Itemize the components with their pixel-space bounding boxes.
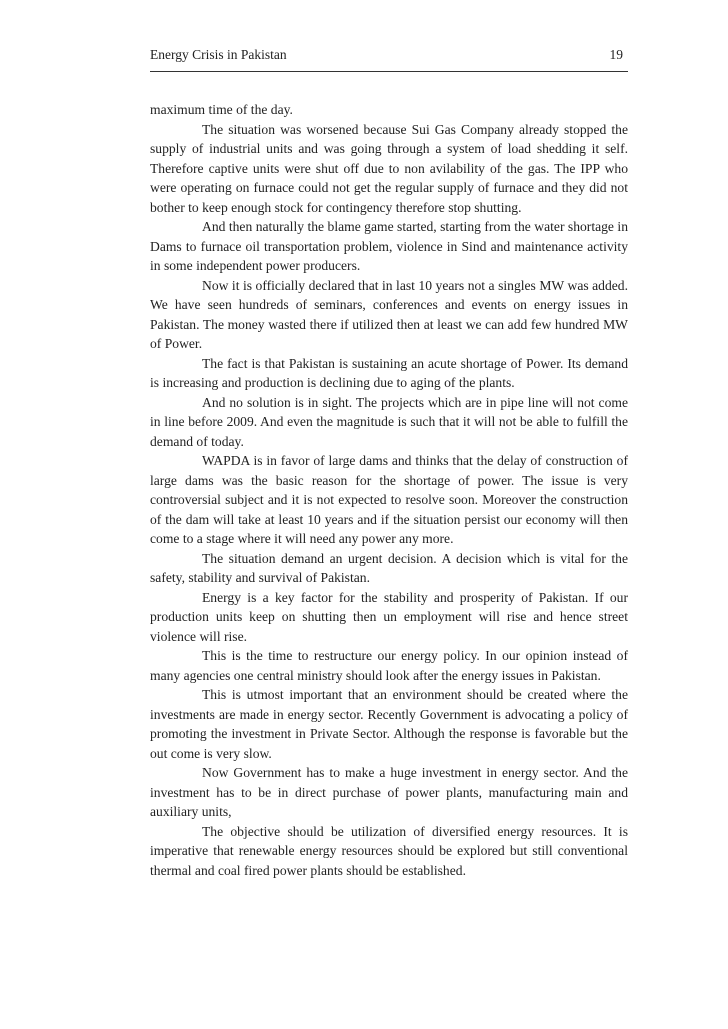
document-page bbox=[150, 46, 628, 880]
body-text bbox=[150, 100, 628, 880]
paragraph: The objective should be utilization of diversified energy resources. It is imperative that renewable energy resources should be explored but still conventional thermal and coal fired power plants should be established. bbox=[150, 823, 628, 878]
paragraph: And then naturally the blame game started, starting from the water shortage in Dams to furnace oil transportation problem, violence in Sind and maintenance activity in some independent power producers. bbox=[150, 219, 628, 273]
page-header bbox=[150, 46, 628, 72]
paragraph: Energy is a key factor for the stability and prosperity of Pakistan. If our production units keep on shutting then un employment will rise and hence street violence will rise. bbox=[150, 589, 628, 644]
page-number: 19 bbox=[609, 47, 623, 62]
paragraph: And no solution is in sight. The projects which are in pipe line will not come in line before 2009. And even the magnitude is such that it will not be able to fulfill the demand of today. bbox=[150, 394, 628, 449]
header-title: Energy Crisis in Pakistan bbox=[150, 47, 287, 62]
paragraph: maximum time of the day. bbox=[150, 102, 293, 117]
paragraph: The situation demand an urgent decision. A decision which is vital for the safety, stability and survival of Pakistan. bbox=[150, 550, 628, 585]
paragraph: The fact is that Pakistan is sustaining an acute shortage of Power. Its demand is increasing and production is declining due to aging of the plants. bbox=[150, 355, 628, 390]
paragraph: The situation was worsened because Sui Gas Company already stopped the supply of industrial units and was going through a system of load shedding it self. Therefore captive units were shut off due to non avilability of the gas. The IPP who were operating on furnace could not get the regular supply of furnace and they did not bother to keep enough stock for contingency therefore stop shutting. bbox=[150, 121, 628, 215]
paragraph: WAPDA is in favor of large dams and thinks that the delay of construction of large dams was the basic reason for the shortage of power. The issue is very controversial subject and it is not expected to resolve soon. Moreover the construction of the dam will take at least 10 years and if the situation persist our economy will then come to a stage where it will need any power any more. bbox=[150, 453, 628, 546]
paragraph: This is the time to restructure our energy policy. In our opinion instead of many agencies one central ministry should look after the energy issues in Pakistan. bbox=[150, 648, 628, 683]
paragraph: This is utmost important that an environment should be created where the investments are made in energy sector. Recently Government is advocating a policy of promoting the investment in Private Sector. Although the response is favorable but the out come is very slow. bbox=[150, 687, 628, 761]
paragraph: Now Government has to make a huge investment in energy sector. And the investment has to be in direct purchase of power plants, manufacturing main and auxiliary units, bbox=[150, 765, 628, 819]
paragraph: Now it is officially declared that in last 10 years not a singles MW was added. We have seen hundreds of seminars, conferences and events on energy issues in Pakistan. The money wasted there if utilized then at least we can add few hundred MW of Power. bbox=[150, 277, 628, 351]
